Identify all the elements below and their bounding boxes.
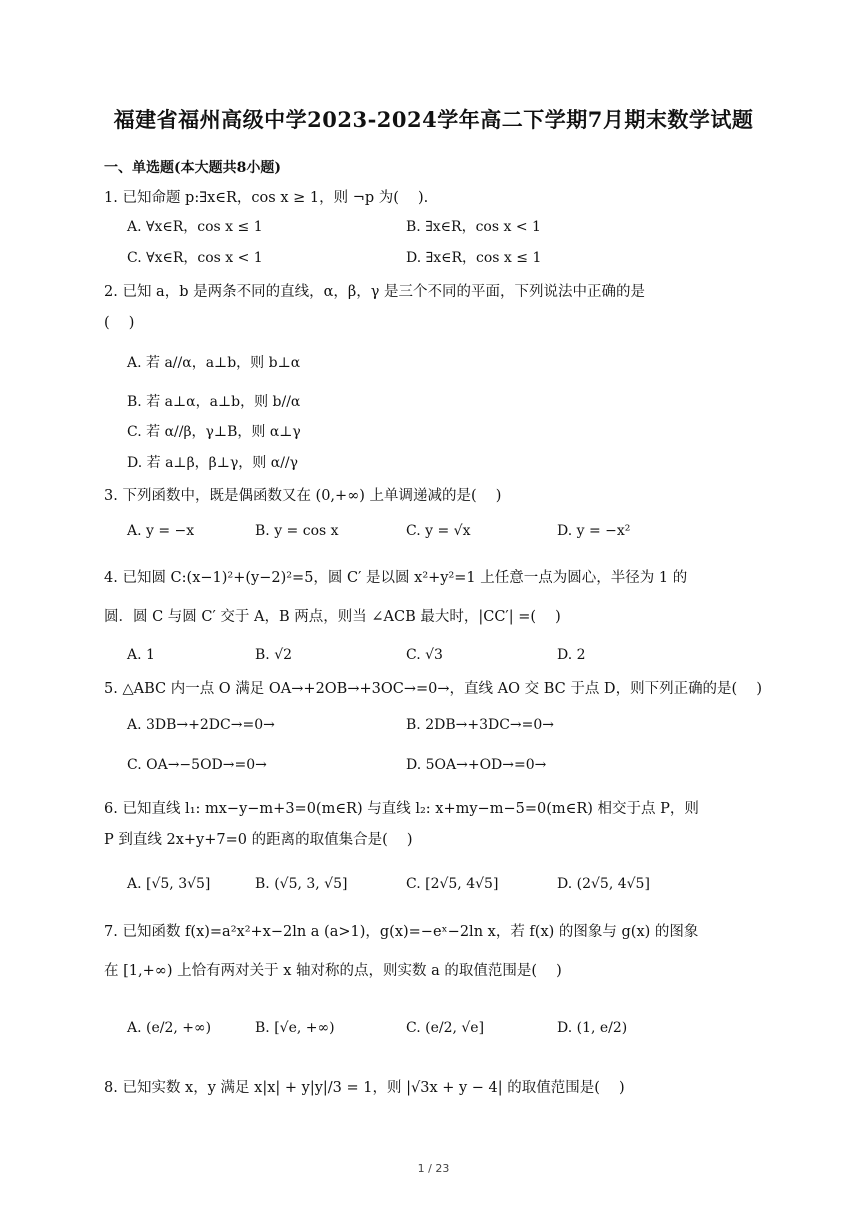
option-d: D. y = −x² — [557, 523, 631, 539]
question-stem-line2: ( ) — [104, 315, 135, 331]
question-stem: 4. 已知圆 C:(x−1)²+(y−2)²=5，圆 C′ 是以圆 x²+y²=1 上任意一点为圆心，半径为 1 的 — [104, 570, 688, 586]
option-d: D. 5OA→+OD→=0→ — [406, 757, 547, 773]
question-stem-line2: P 到直线 2x+y+7=0 的距离的取值集合是( ) — [104, 832, 413, 848]
option-a: A. y = −x — [127, 523, 195, 539]
option-b: B. √2 — [255, 647, 293, 663]
option-a: A. (e/2, +∞) — [127, 1020, 212, 1036]
option-b: B. ∃x∈R，cos x < 1 — [406, 219, 541, 235]
option-c: C. ∀x∈R，cos x < 1 — [127, 250, 263, 266]
question-stem: 1. 已知命题 p:∃x∈R，cos x ≥ 1，则 ¬p 为( ). — [104, 190, 429, 206]
question-stem: 7. 已知函数 f(x)=a²x²+x−2ln a (a>1)，g(x)=−eˣ−2ln x，若 f(x) 的图象与 g(x) 的图象 — [104, 924, 699, 940]
page-number: 1 / 23 — [417, 1162, 450, 1175]
option-d: D. ∃x∈R，cos x ≤ 1 — [406, 250, 542, 266]
option-c: C. [2√5, 4√5] — [406, 876, 499, 892]
option-b: B. 若 a⊥α，a⊥b，则 b//α — [127, 394, 301, 410]
option-d: D. 若 a⊥β，β⊥γ，则 α//γ — [127, 455, 299, 471]
question-stem: 2. 已知 a，b 是两条不同的直线，α，β，γ 是三个不同的平面，下列说法中正确的是 — [104, 284, 646, 300]
page-title: 福建省福州高级中学2023-2024学年高二下学期7月期末数学试题 — [113, 107, 754, 132]
option-b: B. [√e, +∞) — [255, 1020, 335, 1036]
option-a: A. 1 — [127, 647, 155, 663]
option-c: C. y = √x — [406, 523, 471, 539]
option-c: C. OA→−5OD→=0→ — [127, 757, 267, 773]
question-stem-line2: 在 [1,+∞) 上恰有两对关于 x 轴对称的点，则实数 a 的取值范围是( ) — [104, 963, 562, 979]
question-stem: 5. △ABC 内一点 O 满足 OA→+2OB→+3OC→=0→，直线 AO 交 BC 于点 D，则下列正确的是( ) — [104, 681, 762, 697]
question-stem: 8. 已知实数 x，y 满足 x|x| + y|y|/3 = 1，则 |√3x + y − 4| 的取值范围是( ) — [104, 1080, 625, 1096]
option-a: A. 若 a//α，a⊥b，则 b⊥α — [127, 355, 301, 371]
question-stem: 6. 已知直线 l₁: mx−y−m+3=0(m∈R) 与直线 l₂: x+my−m−5=0(m∈R) 相交于点 P，则 — [104, 801, 699, 817]
option-b: B. 2DB→+3DC→=0→ — [406, 717, 555, 733]
option-a: A. 3DB→+2DC→=0→ — [127, 717, 275, 733]
option-a: A. ∀x∈R，cos x ≤ 1 — [127, 219, 263, 235]
question-stem-line2: 圆．圆 C 与圆 C′ 交于 A，B 两点，则当 ∠ACB 最大时，|CC′| =( ) — [104, 609, 561, 625]
option-b: B. (√5, 3, √5] — [255, 876, 348, 892]
option-d: D. (2√5, 4√5] — [557, 876, 650, 892]
option-d: D. (1, e/2) — [557, 1020, 628, 1036]
section-heading: 一、单选题(本大题共8小题) — [104, 160, 281, 176]
option-b: B. y = cos x — [255, 523, 339, 539]
option-c: C. √3 — [406, 647, 443, 663]
question-stem: 3. 下列函数中，既是偶函数又在 (0,+∞) 上单调递减的是( ) — [104, 488, 502, 504]
option-d: D. 2 — [557, 647, 586, 663]
option-a: A. [√5, 3√5] — [127, 876, 211, 892]
option-c: C. (e/2, √e] — [406, 1020, 485, 1036]
option-c: C. 若 α//β，γ⊥B，则 α⊥γ — [127, 424, 301, 440]
